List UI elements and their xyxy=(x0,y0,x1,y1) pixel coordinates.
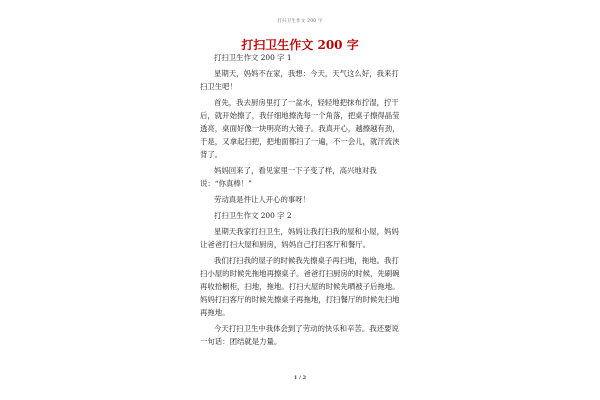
paragraph: 星期天我家打扫卫生，妈妈让我打扫我的屋和小屋，妈妈让爸爸打扫大屋和厨房，妈妈自己打扫客厅和餐厅。 xyxy=(200,227,399,249)
page-header-note: 打扫卫生作文 200 字 xyxy=(277,19,323,24)
paragraph: 首先，我去厨房里打了一盆水，轻轻地把抹布拧湿，拧干后，就开始擦了，我仔细地擦洗每一个角落，把桌子擦得晶莹透亮，桌面好像一块明亮的大镜子。我真开心，越擦越有劲，于是，又拿起扫把，把地面都扫了一遍，不一会儿，就汗流浃背了。 xyxy=(200,98,400,159)
paragraph: 我们打扫我的屋子的时候我先擦桌子再扫地，拖地。我打扫小屋的时候先拖地再擦桌子。爸爸打扫厨房的时候，先刷碗再收拾橱柜，扫地，拖地。打扫大屋的时候先晒被子后拖地。妈妈打扫客厅的时候先擦桌子再拖地，打扫餐厅的时候先扫地再拖地。 xyxy=(200,256,400,317)
paragraph: 今天打扫卫生中我体会到了劳动的快乐和辛苦。我还要说一句话：团结就是力量。 xyxy=(200,324,399,346)
document-title: 打扫卫生作文 200 字 xyxy=(241,38,359,52)
document-body xyxy=(200,51,401,351)
paragraph: 星期天，妈妈不在家，我想：今天，天气这么好，我来打扫卫生吧！ xyxy=(200,69,399,91)
paragraph: 妈妈回来了，看见家里一下子变了样，高兴地对我说：“你真棒！” xyxy=(200,166,377,188)
paragraph: 劳动真是件让人开心的事呀！ xyxy=(214,195,311,204)
section-heading-2: 打扫卫生作文 200 字 2 xyxy=(214,211,292,220)
page-number: 1 / 2 xyxy=(293,375,307,381)
section-heading-1: 打扫卫生作文 200 字 1 xyxy=(214,53,292,62)
